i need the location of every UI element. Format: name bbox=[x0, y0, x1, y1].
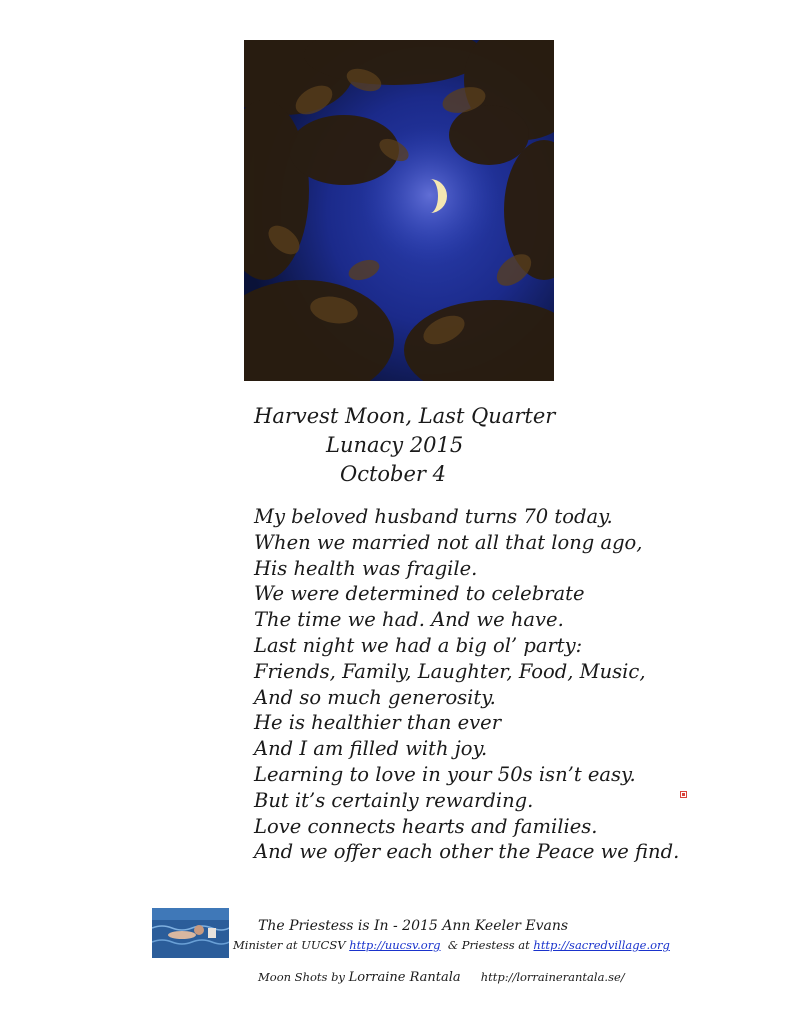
swimmer-photo-image bbox=[152, 908, 229, 958]
poem-line: The time we had. And we have. bbox=[254, 608, 564, 632]
poem-line: My beloved husband turns 70 today. bbox=[254, 505, 613, 528]
poem-body bbox=[254, 504, 679, 865]
sacredvillage-link[interactable]: http://sacredvillage.org bbox=[533, 938, 670, 952]
poem-line: We were determined to celebrate bbox=[254, 582, 585, 606]
minister-credit bbox=[233, 938, 670, 952]
moon-photo-image bbox=[244, 40, 554, 381]
moon-photo bbox=[244, 40, 554, 381]
poem-line: Love connects hearts and families. bbox=[254, 814, 598, 838]
poem-line: Friends, Family, Laughter, Food, Music, bbox=[254, 659, 646, 683]
moon-shots-credit bbox=[258, 970, 625, 985]
priestess-prefix: & Priestess at bbox=[440, 938, 534, 952]
swimmer-photo bbox=[152, 908, 229, 958]
poem-line: And we offer each other the Peace we find. bbox=[254, 840, 680, 864]
photographer-name: Lorraine Rantala bbox=[348, 970, 461, 985]
poem-line: But it’s certainly rewarding. bbox=[254, 788, 534, 812]
poem-date: October 4 bbox=[340, 462, 447, 486]
priestess-credit: The Priestess is In - 2015 Ann Keeler Evans bbox=[258, 918, 569, 934]
photographer-url: http://lorrainerantala.se/ bbox=[480, 970, 625, 984]
poem-title: Harvest Moon, Last Quarter bbox=[254, 404, 556, 428]
poem-line: When we married not all that long ago, bbox=[254, 530, 643, 554]
poem-line: He is healthier than ever bbox=[254, 711, 502, 735]
poem-line: And so much generosity. bbox=[254, 685, 496, 709]
uucsv-link[interactable]: http://uucsv.org bbox=[349, 938, 441, 952]
poem-line: Learning to love in your 50s isn’t easy. bbox=[254, 762, 636, 786]
poem-line: Last night we had a big ol’ party: bbox=[254, 633, 583, 657]
minister-prefix: Minister at UUCSV bbox=[233, 938, 350, 952]
poem-series: Lunacy 2015 bbox=[326, 433, 464, 457]
poem-line: His health was fragile. bbox=[254, 556, 478, 580]
broken-image-icon bbox=[680, 791, 687, 798]
moon-shots-prefix: Moon Shots by bbox=[258, 970, 349, 984]
poem-line: And I am filled with joy. bbox=[254, 737, 488, 761]
